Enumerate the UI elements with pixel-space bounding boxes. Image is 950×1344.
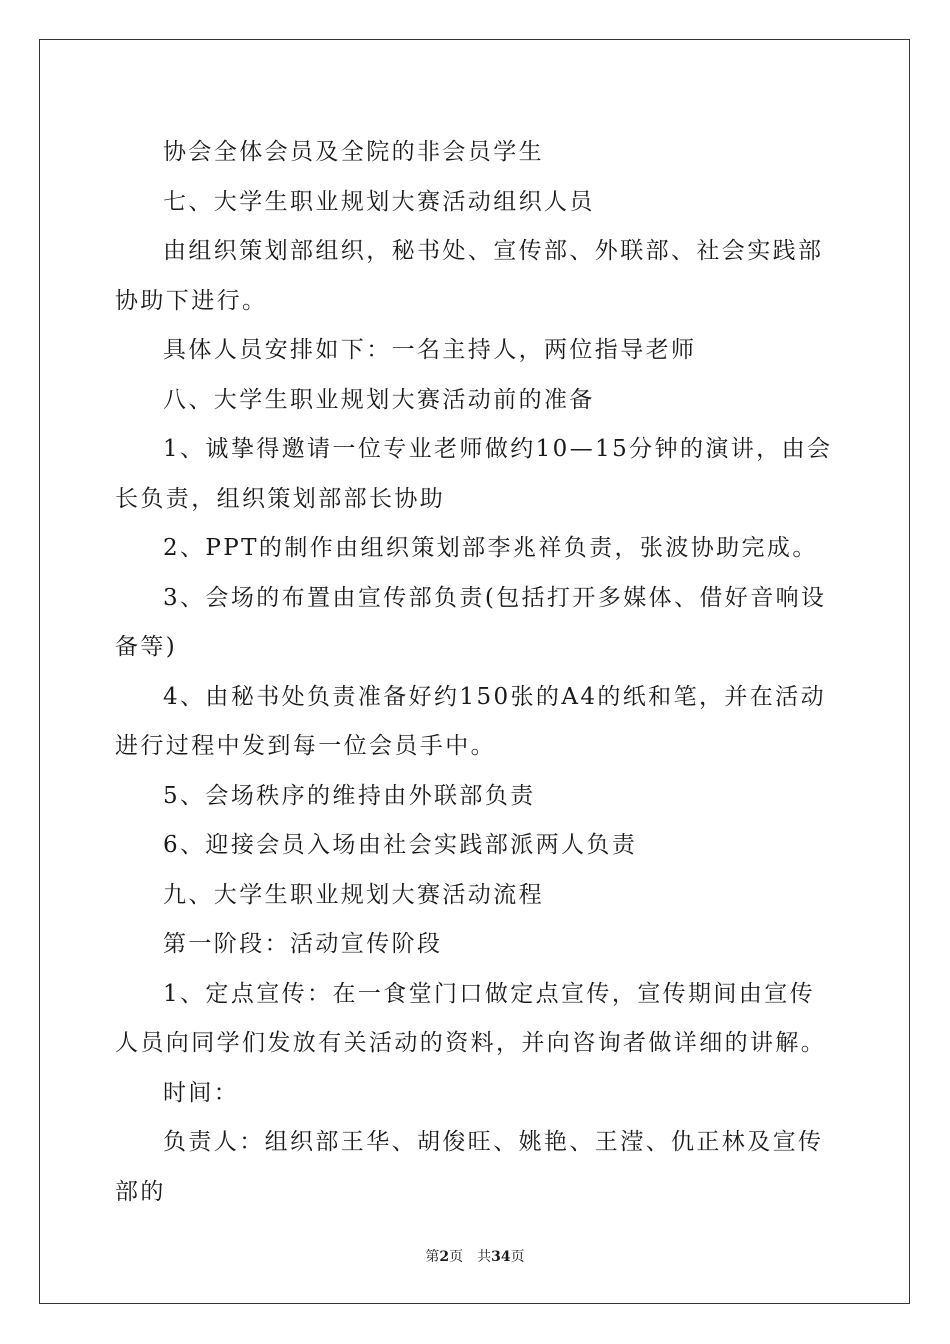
- list-item: 6、迎接会员入场由社会实践部派两人负责: [163, 832, 638, 858]
- document-body: [115, 128, 837, 1217]
- paragraph: 具体人员安排如下：一名主持人，两位指导老师: [163, 337, 697, 363]
- page-footer: [0, 1246, 950, 1266]
- paragraph: 负责人：组织部王华、胡俊旺、姚艳、王滢、仇正林及宣传部的: [115, 1129, 824, 1205]
- list-item: 4、由秘书处负责准备好约150张的A4的纸和笔，并在活动进行过程中发到每一位会员手中。: [115, 683, 826, 759]
- page-suffix: 页: [449, 1249, 464, 1265]
- paragraph: 时间：: [163, 1079, 240, 1106]
- paragraph: 协会全体会员及全院的非会员学生: [163, 139, 544, 165]
- list-item: 1、诚挚得邀请一位专业老师做约10—15分钟的演讲，由会长负责，组织策划部部长协助: [115, 436, 833, 512]
- total-prefix: 共: [477, 1249, 492, 1265]
- list-item: 2、PPT的制作由组织策划部李兆祥负责，张波协助完成。: [163, 535, 818, 561]
- section-heading: 七、大学生职业规划大赛活动组织人员: [163, 188, 595, 215]
- list-item: 5、会场秩序的维持由外联部负责: [163, 782, 536, 809]
- total-pages: 34: [491, 1249, 511, 1265]
- list-item: 1、定点宣传：在一食堂门口做定点宣传，宣传期间由宣传人员向同学们发放有关活动的资料，并向咨询者做详细的讲解。: [115, 980, 827, 1056]
- total-suffix: 页: [510, 1249, 525, 1265]
- page-number: 2: [439, 1249, 450, 1265]
- list-item: 3、会场的布置由宣传部负责(包括打开多媒体、借好音响设备等): [115, 584, 827, 660]
- section-heading: 九、大学生职业规划大赛活动流程: [163, 881, 544, 908]
- subsection-heading: 第一阶段：活动宣传阶段: [163, 931, 443, 957]
- section-heading: 八、大学生职业规划大赛活动前的准备: [163, 386, 595, 413]
- page-prefix: 第: [425, 1249, 440, 1265]
- paragraph: 由组织策划部组织，秘书处、宣传部、外联部、社会实践部协助下进行。: [115, 238, 824, 314]
